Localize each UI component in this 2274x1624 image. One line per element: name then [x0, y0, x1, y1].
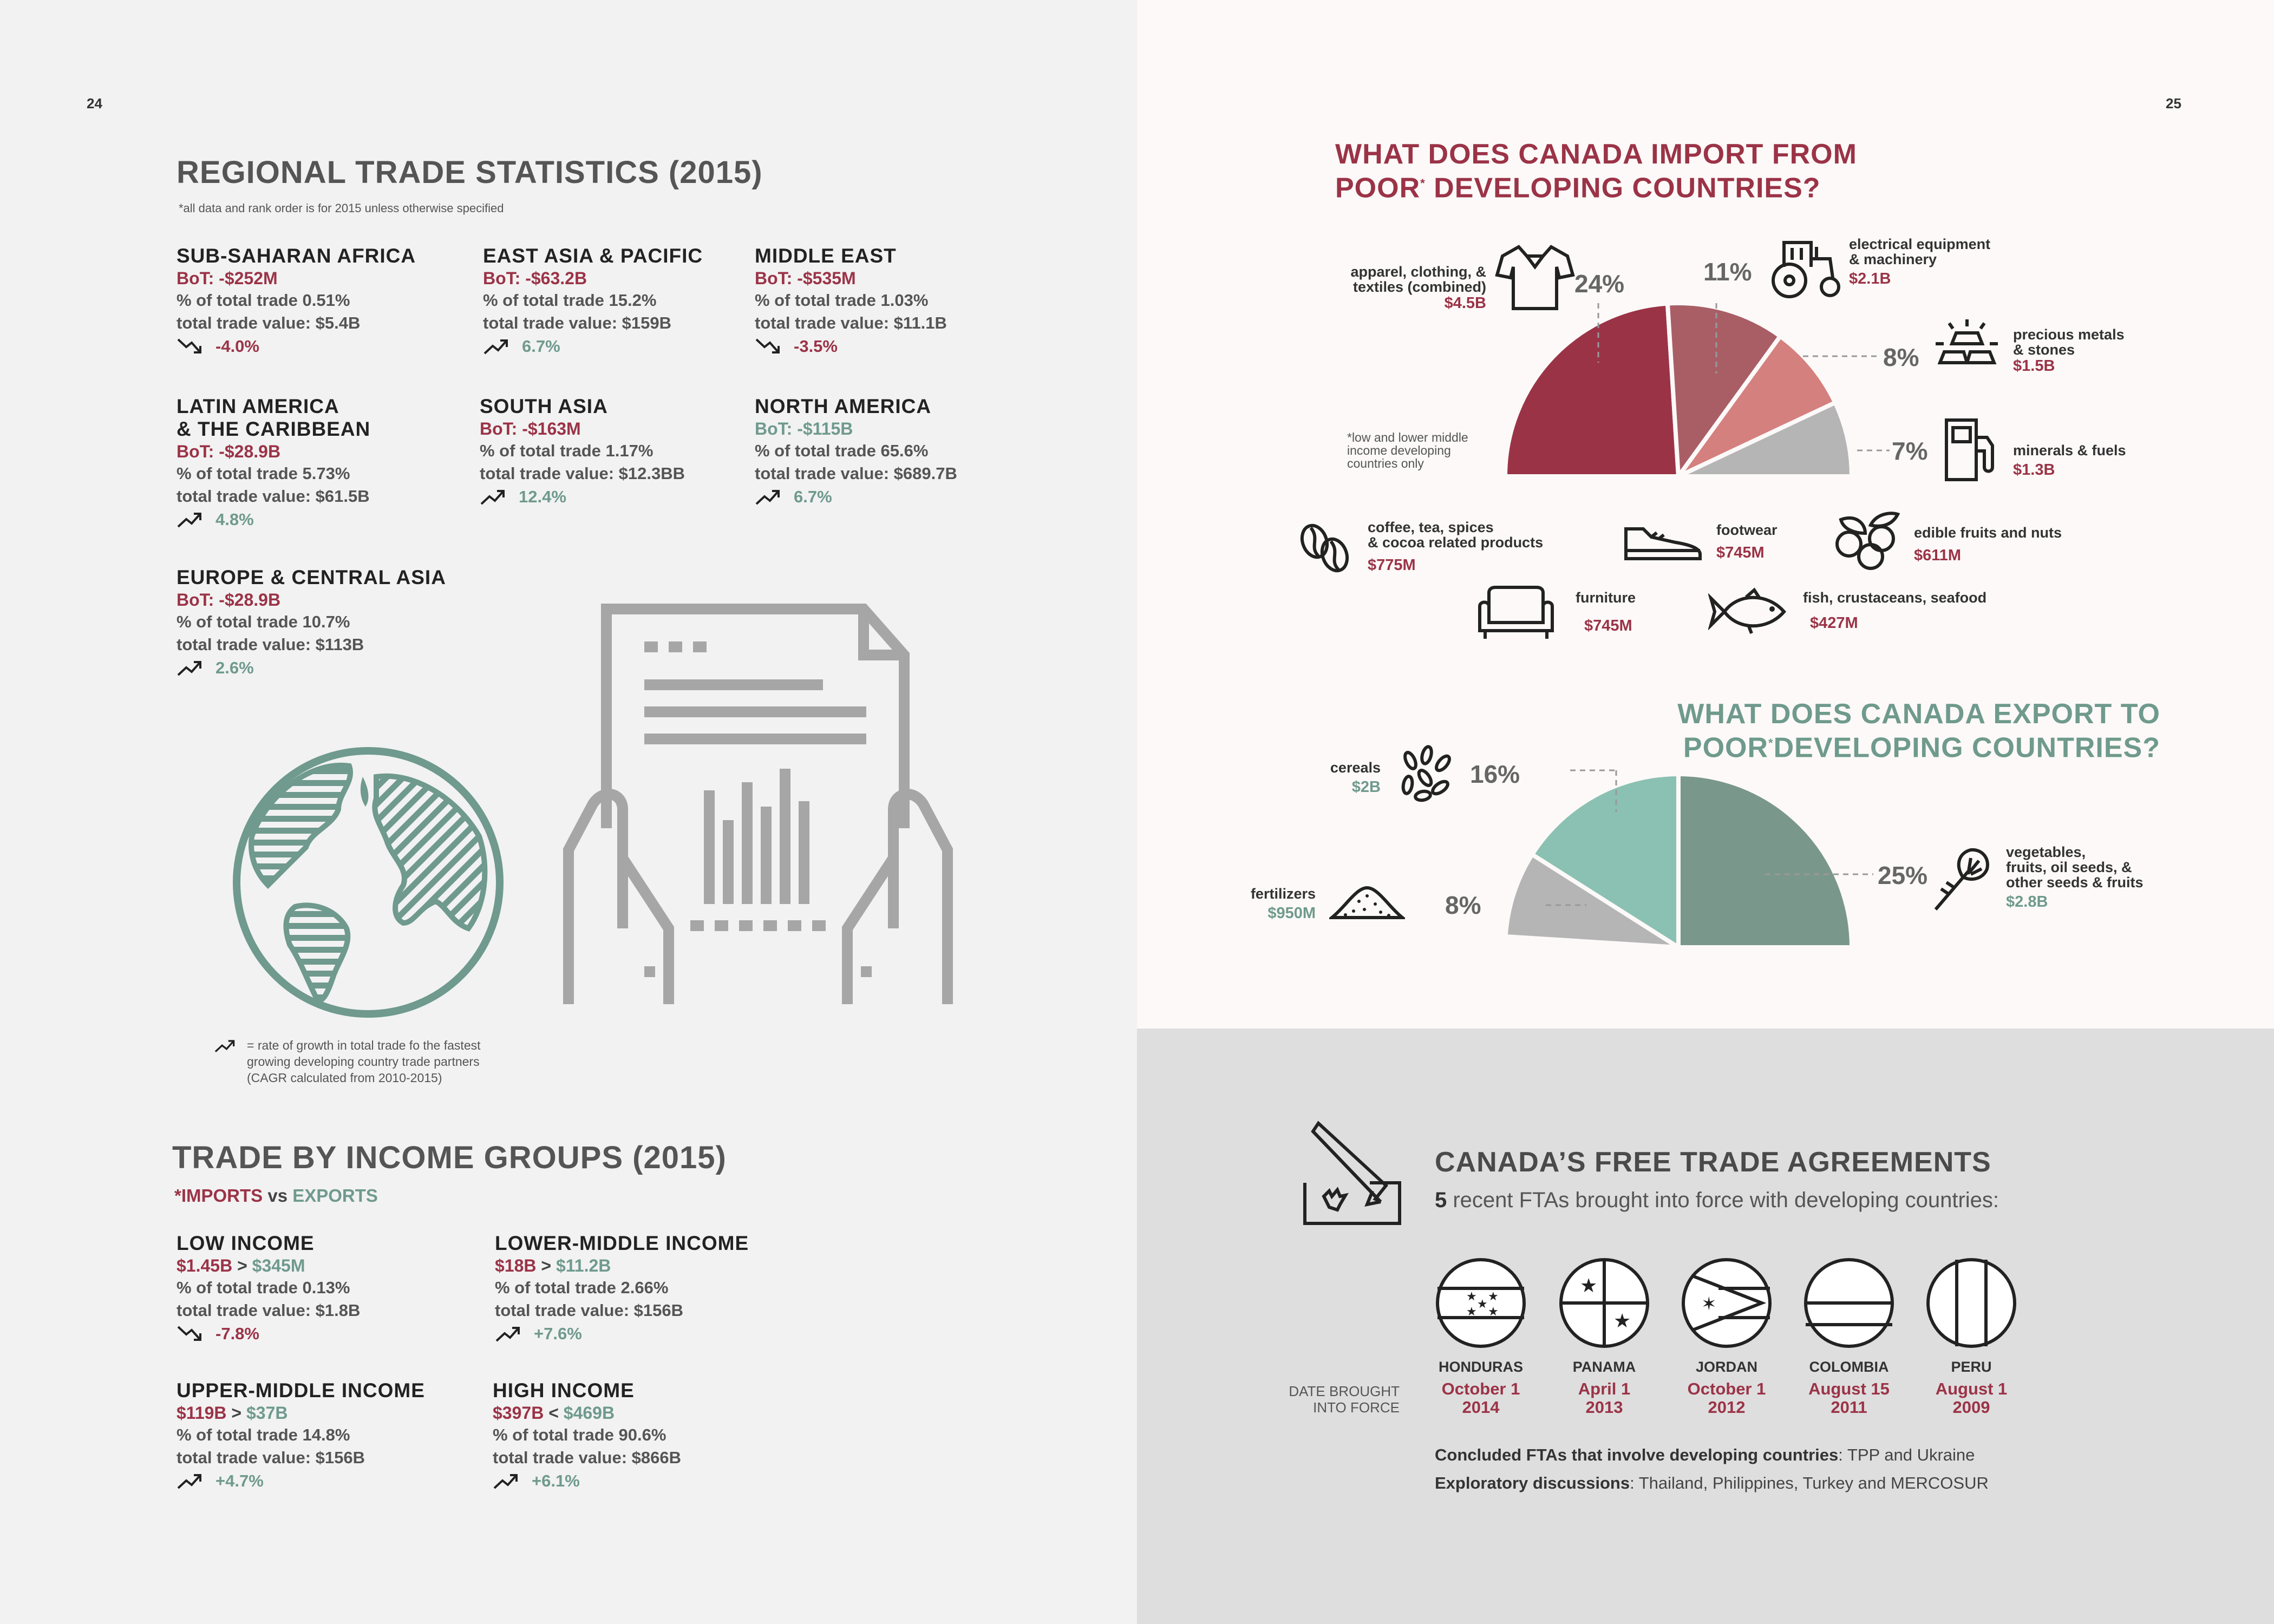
region-name: MIDDLE EAST [755, 245, 897, 267]
exports-title-star: * [1768, 736, 1774, 750]
trend-up-icon [480, 488, 507, 506]
minerals-label: minerals & fuels [2013, 442, 2126, 459]
gold-bars-icon [1936, 317, 1998, 379]
country-name: JORDAN [1695, 1359, 1757, 1375]
country-name: COLOMBIA [1809, 1359, 1889, 1375]
apparel-value: $4.5B [1444, 294, 1486, 312]
exports-title-line2 [1619, 729, 2160, 762]
svg-text:★: ★ [1613, 1310, 1631, 1332]
imports-footnote: *low and lower middle income developing countries only [1347, 430, 1468, 470]
region-growth [755, 335, 1015, 358]
panama-flag-icon [1558, 1257, 1650, 1349]
coffee-beans-icon [1296, 517, 1355, 577]
export-label-vegetables [2006, 844, 2144, 911]
imports-label: *IMPORTS [174, 1186, 263, 1206]
region-bot: BoT: -$63.2B [483, 269, 587, 288]
region-block [483, 245, 743, 358]
income-imports: $18B [495, 1256, 537, 1275]
regional-title: REGIONAL TRADE STATISTICS (2015) [177, 155, 763, 190]
fta-country [1912, 1359, 2031, 1417]
country-date: October 1 [1441, 1379, 1520, 1398]
compare-op: < [544, 1403, 564, 1423]
income-imports: $1.45B [177, 1256, 233, 1275]
apparel-label-line1: apparel, clothing, & [1350, 264, 1486, 280]
export-label-cereals [1299, 760, 1381, 796]
imports-title-star: * [1420, 176, 1426, 190]
fta-concluded [1435, 1441, 1975, 1469]
fruit-nuts-icon [1833, 509, 1903, 571]
veg-label-line1: vegetables, [2006, 844, 2086, 860]
fertilizers-value: $950M [1267, 905, 1316, 922]
income-subtitle [174, 1186, 378, 1206]
region-growth [480, 485, 750, 509]
income-block [177, 1232, 469, 1346]
regional-note: *all data and rank order is for 2015 unless otherwise specified [179, 201, 504, 215]
region-growth-value: -3.5% [794, 337, 838, 356]
income-value: total trade value: $156B [177, 1448, 365, 1467]
export-label-fertilizers [1218, 886, 1316, 922]
income-block [495, 1232, 798, 1346]
shoe-icon [1622, 521, 1703, 564]
veg-label-line2: fruits, oil seeds, & [2006, 859, 2132, 875]
veg-label-line3: other seeds & fruits [2006, 874, 2144, 890]
trend-up-icon [493, 1472, 520, 1490]
import-label-coffee [1368, 520, 1543, 574]
report-document-icon [555, 604, 961, 1007]
exports-label: EXPORTS [292, 1186, 378, 1206]
minerals-value: $1.3B [2013, 461, 2055, 479]
veg-value: $2.8B [2006, 893, 2048, 911]
income-growth [177, 1469, 480, 1493]
svg-text:✶: ✶ [1701, 1293, 1717, 1315]
region-value: total trade value: $159B [483, 313, 672, 332]
imports-title-poor: POOR [1335, 172, 1421, 204]
import-label-furniture: furniture [1576, 590, 1636, 606]
region-growth-value: 6.7% [522, 337, 560, 356]
trend-up-icon [177, 659, 204, 677]
tractor-icon [1762, 237, 1844, 299]
page-number-right: 25 [2166, 95, 2181, 112]
exploratory-value: : Thailand, Philippines, Turkey and MERCOSUR [1630, 1474, 1989, 1492]
import-label-minerals [2013, 443, 2126, 479]
imports-title-rest: DEVELOPING COUNTRIES? [1425, 172, 1821, 204]
import-pct-minerals: 7% [1892, 437, 1928, 465]
income-share: % of total trade 90.6% [493, 1425, 666, 1444]
region-growth [177, 508, 458, 532]
region-value: total trade value: $11.1B [755, 313, 947, 332]
electrical-label-line1: electrical equipment [1849, 236, 1991, 252]
region-bot: BoT: -$28.9B [177, 442, 281, 461]
date-label-line2: INTO FORCE [1313, 1399, 1400, 1416]
fta-title: CANADA’S FREE TRADE AGREEMENTS [1435, 1147, 1991, 1178]
trend-down-icon [177, 337, 204, 356]
metals-value: $1.5B [2013, 357, 2055, 375]
svg-text:★: ★ [1466, 1305, 1477, 1319]
region-growth-value: 6.7% [794, 487, 832, 506]
country-year: 2013 [1585, 1398, 1623, 1417]
import-label-fish: fish, crustaceans, seafood [1803, 590, 1987, 606]
region-bot: BoT: -$252M [177, 269, 278, 288]
shirt-icon [1494, 243, 1576, 313]
grains-icon [1397, 744, 1462, 804]
growth-legend: = rate of growth in total trade fo the fastest growing developing country trade partners (CAGR calculated from 2010-2015) [247, 1038, 481, 1085]
trend-up-icon [755, 488, 782, 506]
income-growth-value: +4.7% [215, 1471, 264, 1490]
income-name: LOWER-MIDDLE INCOME [495, 1232, 749, 1254]
region-share: % of total trade 10.7% [177, 612, 350, 631]
income-growth [495, 1322, 798, 1346]
concluded-label: Concluded FTAs that involve developing countries [1435, 1445, 1839, 1464]
imports-title-line2 [1335, 169, 1857, 202]
region-name: EUROPE & CENTRAL ASIA [177, 566, 446, 588]
exports-title [1619, 699, 2160, 762]
imports-title [1335, 140, 1857, 202]
income-block [177, 1379, 480, 1493]
compare-op: > [536, 1256, 556, 1275]
income-share: % of total trade 2.66% [495, 1278, 669, 1297]
fta-country [1667, 1359, 1786, 1417]
fta-count: 5 [1435, 1188, 1447, 1212]
import-label-electrical [1849, 237, 1990, 287]
region-growth [177, 656, 501, 680]
region-growth [177, 335, 458, 358]
jordan-flag-icon [1681, 1257, 1773, 1349]
trend-up-icon [177, 1472, 204, 1490]
income-exports: $469B [563, 1403, 615, 1423]
metals-label-line1: precious metals [2013, 326, 2125, 343]
fertilizers-label: fertilizers [1250, 886, 1316, 902]
import-label-apparel [1321, 264, 1486, 312]
country-year: 2011 [1831, 1398, 1867, 1417]
income-name: UPPER-MIDDLE INCOME [177, 1379, 425, 1402]
region-name: EAST ASIA & PACIFIC [483, 245, 703, 267]
income-growth-value: +6.1% [532, 1471, 580, 1490]
country-date: October 1 [1687, 1379, 1766, 1398]
country-year: 2009 [1952, 1398, 1990, 1417]
fta-subtitle-text: recent FTAs brought into force with developing countries: [1447, 1188, 1999, 1212]
region-share: % of total trade 0.51% [177, 291, 350, 310]
region-block [177, 566, 501, 680]
region-name: SOUTH ASIA [480, 395, 608, 417]
fish-value: $427M [1810, 614, 1858, 632]
region-name: NORTH AMERICA [755, 395, 932, 417]
coffee-value: $775M [1368, 556, 1416, 574]
exports-title-poor: POOR [1683, 732, 1769, 764]
globe-icon [230, 744, 506, 1020]
region-share: % of total trade 1.03% [755, 291, 929, 310]
region-value: total trade value: $5.4B [177, 313, 361, 332]
income-value: total trade value: $1.8B [177, 1301, 361, 1320]
income-growth-value: -7.8% [215, 1324, 259, 1343]
export-pct-vegetables: 25% [1878, 861, 1928, 889]
region-growth [483, 335, 743, 358]
region-block [177, 245, 458, 358]
region-growth-value: 2.6% [215, 658, 254, 677]
income-name: HIGH INCOME [493, 1379, 635, 1402]
svg-text:★: ★ [1488, 1305, 1499, 1319]
import-label-metals [2013, 327, 2125, 375]
fish-icon [1708, 587, 1789, 636]
region-growth-value: 12.4% [519, 487, 566, 506]
fuel-pump-icon [1941, 416, 2001, 483]
region-bot: BoT: -$115B [755, 419, 853, 438]
page-number-left: 24 [87, 95, 102, 112]
honduras-flag-icon [1435, 1257, 1527, 1349]
import-pct-metals: 8% [1883, 343, 1919, 371]
region-share: % of total trade 65.6% [755, 441, 929, 460]
imports-title-line1: WHAT DOES CANADA IMPORT FROM [1335, 139, 1857, 170]
income-imports-exports [493, 1402, 785, 1424]
date-label-line1: DATE BROUGHT [1289, 1383, 1400, 1399]
svg-text:★: ★ [1488, 1290, 1499, 1304]
colombia-flag-icon [1803, 1257, 1895, 1349]
income-block [493, 1379, 785, 1493]
sofa-icon [1475, 585, 1557, 641]
svg-text:★: ★ [1580, 1275, 1598, 1297]
import-pct-apparel: 24% [1574, 270, 1625, 298]
income-exports: $345M [252, 1256, 305, 1275]
cereals-value: $2B [1351, 778, 1381, 796]
fruits-label: edible fruits and nuts [1914, 525, 2062, 541]
signing-pen-icon [1299, 1121, 1408, 1229]
region-block [480, 395, 750, 509]
region-block [755, 395, 1036, 509]
country-date: April 1 [1578, 1379, 1631, 1398]
trend-down-icon [755, 337, 782, 356]
income-imports-exports [177, 1402, 480, 1424]
fta-country [1421, 1359, 1540, 1417]
country-name: HONDURAS [1438, 1359, 1523, 1375]
fruits-value: $611M [1914, 547, 1962, 564]
income-growth [177, 1322, 469, 1346]
furniture-value: $745M [1584, 617, 1632, 634]
powder-pile-icon [1329, 880, 1405, 923]
country-year: 2014 [1462, 1398, 1500, 1417]
svg-text:★: ★ [1477, 1298, 1488, 1311]
income-growth-value: +7.6% [534, 1324, 582, 1343]
income-imports-exports [495, 1255, 798, 1276]
electrical-value: $2.1B [1849, 270, 1891, 287]
region-share: % of total trade 1.17% [480, 441, 654, 460]
peru-flag-icon [1925, 1257, 2017, 1349]
export-pct-fertilizers: 8% [1445, 891, 1481, 919]
region-share: % of total trade 5.73% [177, 464, 350, 483]
fta-country [1789, 1359, 1909, 1417]
cereals-label: cereals [1330, 759, 1381, 776]
compare-op: > [232, 1256, 252, 1275]
income-imports: $119B [177, 1403, 227, 1423]
country-year: 2012 [1708, 1398, 1746, 1417]
trend-down-icon [177, 1325, 204, 1343]
fta-subtitle [1435, 1188, 1999, 1213]
income-exports: $11.2B [556, 1256, 611, 1275]
region-growth-value: -4.0% [215, 337, 259, 356]
import-label-footwear [1716, 522, 1778, 561]
electrical-label-line2: & machinery [1849, 251, 1937, 267]
income-exports: $37B [246, 1403, 288, 1423]
compare-op: > [226, 1403, 246, 1423]
region-value: total trade value: $12.3BB [480, 464, 685, 483]
income-title: TRADE BY INCOME GROUPS (2015) [172, 1140, 727, 1175]
leaf-vegetable-icon [1930, 844, 1995, 915]
income-imports: $397B [493, 1403, 544, 1423]
region-share: % of total trade 15.2% [483, 291, 657, 310]
region-block [177, 395, 458, 532]
income-imports-exports [177, 1255, 469, 1276]
income-share: % of total trade 14.8% [177, 1425, 350, 1444]
trend-up-icon [483, 337, 510, 356]
region-bot: BoT: -$28.9B [177, 590, 281, 610]
exploratory-label: Exploratory discussions [1435, 1474, 1630, 1492]
income-value: total trade value: $156B [495, 1301, 684, 1320]
vs-label: vs [263, 1186, 293, 1206]
region-value: total trade value: $61.5B [177, 487, 370, 506]
income-value: total trade value: $866B [493, 1448, 682, 1467]
region-value: total trade value: $113B [177, 635, 364, 654]
region-bot: BoT: -$535M [755, 269, 856, 288]
income-share: % of total trade 0.13% [177, 1278, 350, 1297]
income-growth [493, 1469, 785, 1493]
region-value: total trade value: $689.7B [755, 464, 957, 483]
apparel-label-line2: textiles (combined) [1352, 279, 1486, 295]
region-block [755, 245, 1015, 358]
country-name: PERU [1951, 1359, 1992, 1375]
coffee-label-line1: coffee, tea, spices [1368, 519, 1494, 535]
region-growth [755, 485, 1036, 509]
country-date: August 1 [1935, 1379, 2008, 1398]
export-pct-cereals: 16% [1470, 760, 1520, 788]
footwear-value: $745M [1716, 544, 1765, 561]
import-pct-electrical: 11% [1703, 258, 1752, 286]
region-bot: BoT: -$163M [480, 419, 581, 438]
trend-up-icon [214, 1038, 237, 1053]
income-name: LOW INCOME [177, 1232, 315, 1254]
exports-title-line1: WHAT DOES CANADA EXPORT TO [1677, 698, 2160, 730]
country-name: PANAMA [1572, 1359, 1636, 1375]
region-name: SUB-SAHARAN AFRICA [177, 245, 416, 267]
imports-leader-lines [1586, 281, 1911, 476]
svg-text:★: ★ [1466, 1290, 1477, 1304]
region-growth-value: 4.8% [215, 510, 254, 529]
date-brought-label [1272, 1383, 1400, 1416]
coffee-label-line2: & cocoa related products [1368, 534, 1544, 551]
import-label-fruits [1914, 525, 2062, 564]
region-name: LATIN AMERICA [177, 395, 339, 417]
fta-exploratory [1435, 1469, 1989, 1497]
footwear-label: footwear [1716, 522, 1778, 538]
region-name-line2: & THE CARIBBEAN [177, 418, 371, 440]
trend-up-icon [177, 510, 204, 529]
trend-up-icon [495, 1325, 522, 1343]
metals-label-line2: & stones [2013, 342, 2075, 358]
exports-title-rest: DEVELOPING COUNTRIES? [1773, 732, 2160, 764]
fta-country [1545, 1359, 1664, 1417]
country-date: August 15 [1808, 1379, 1890, 1398]
concluded-value: : TPP and Ukraine [1838, 1445, 1975, 1464]
